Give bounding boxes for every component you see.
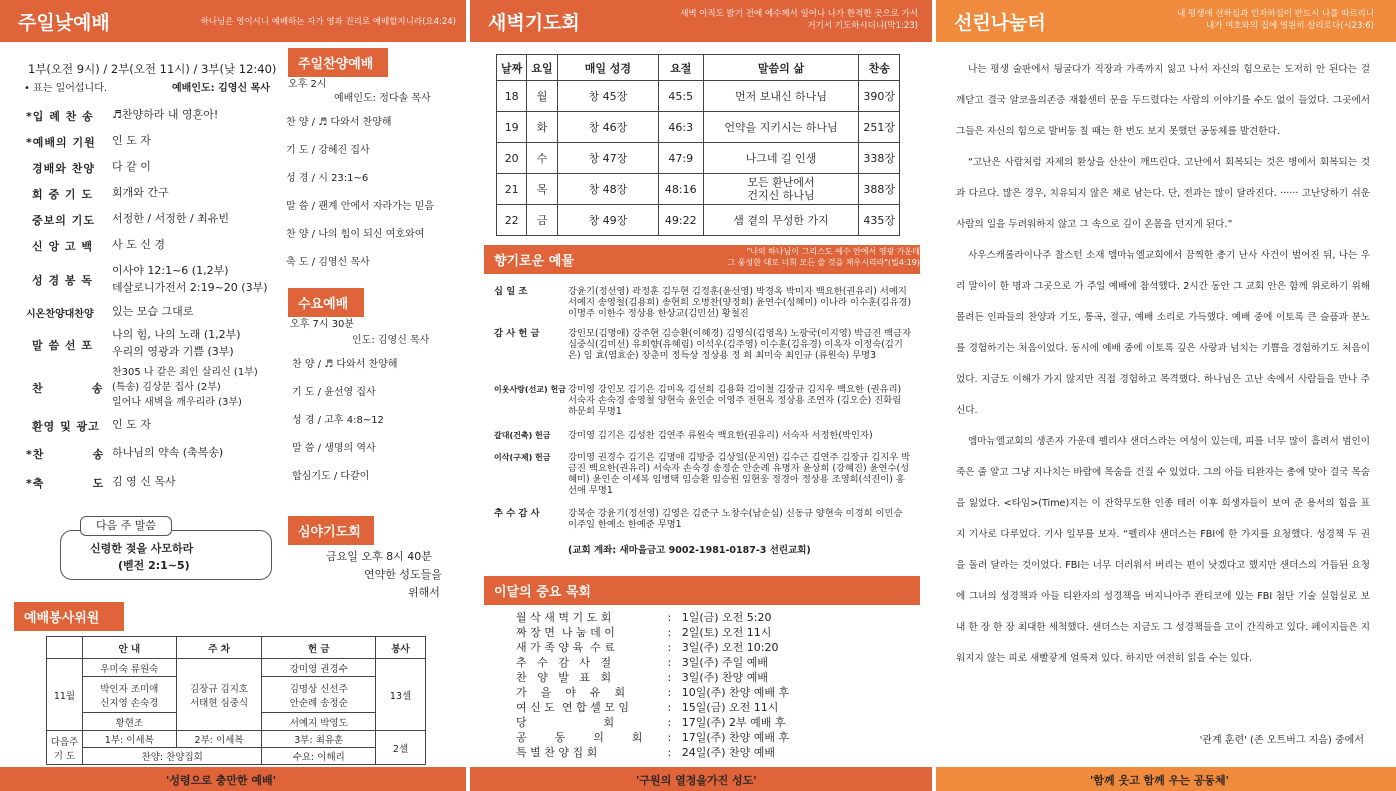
event-date: 17일(주) 2부 예배 후 — [681, 716, 786, 729]
sharing-article — [956, 54, 1370, 674]
hymn-2: (특송) 김상문 집사 (2부) — [112, 382, 221, 393]
praise-leader: 예배인도: 정다솔 목사 — [334, 93, 431, 104]
order-label: 환영 및 광고 — [32, 420, 100, 433]
giving-row — [494, 452, 914, 500]
dawn-cell: 390장 — [859, 81, 900, 112]
dawn-col: 말씀의 삶 — [703, 55, 859, 81]
committee-cell: 강미영 권경수 — [262, 659, 376, 677]
giving-names: 강미영 김기은 김성찬 김연주 류원숙 백요한(권유리) 서숙자 서정한(박인자) — [568, 430, 873, 441]
order-value: 하나님의 약속 (축복송) — [112, 446, 224, 459]
committee-cell: 서예지 박영도 — [262, 713, 376, 731]
event-name: 짜 장 면 나 눔 데 이 — [516, 626, 615, 639]
praise-time: 오후 2시 — [288, 79, 327, 90]
committee-cell: 김명상 신선주 안순례 송정순 — [262, 677, 376, 713]
praise-title: 주일찬양예배 — [288, 48, 388, 77]
sermon-2: 우리의 영광과 기쁨 (3부) — [112, 345, 234, 358]
giving-names: 강인모(김명애) 강주현 김승환(이혜경) 김영식(김영옥) 노광국(이지영) 박금진 백금자 심중식(김미선) 유희향(유혜림) 이석우(김주영) 이수훈(김유경) 이옥자 이정숙(김기은) 임 효(염효순) 장춘미 정득상 정상용 정 희 최미숙 최인규 (류원숙) 무명3 — [568, 328, 912, 361]
service-times: 1부(오전 9시) / 2부(오전 11시) / 3부(낮 12:40) — [28, 62, 277, 76]
committee-col-empty — [47, 637, 83, 659]
dawn-header-row — [497, 55, 900, 81]
rise-note: • 표는 일어섭니다. — [24, 83, 108, 94]
giving-row — [494, 384, 914, 420]
left-header — [0, 0, 466, 42]
event-item: 월 삭 새 벽 기 도 회 : 1일(금) 오전 5:20 — [516, 611, 772, 624]
wed-leader: 인도: 김영신 목사 — [352, 335, 430, 346]
event-item: 가 을 야 유 회 : 10일(주) 찬양 예배 후 — [516, 686, 790, 699]
committee-cell: 수요: 이해리 — [262, 748, 376, 765]
dawn-cell: 338장 — [859, 143, 900, 174]
dawn-cell: 창 45장 — [557, 81, 658, 112]
table-row — [497, 143, 900, 174]
committee-cell: 13셀 — [376, 659, 426, 731]
order-label: 중보의 기도 — [32, 214, 95, 227]
event-date: 10일(주) 찬양 예배 후 — [681, 686, 790, 699]
giving-names: 강미영 강인모 김기은 김미옥 김선희 김용화 김이철 김장규 김지우 백요한 (권유리) 서숙자 손숙경 송영철 양현숙 윤인순 이영주 전현옥 정상용 조연자 (김오순) 진화림 하문희 무명1 — [568, 384, 902, 417]
right-header-title: 선린나눔터 — [954, 12, 1046, 34]
dawn-col: 날짜 — [497, 55, 527, 81]
night-2: 연약한 성도들을 — [364, 568, 442, 581]
praise-item: 성 경 / 시 23:1~6 — [286, 173, 369, 184]
wed-item: 합심기도 / 다같이 — [292, 471, 370, 482]
dawn-cell: 먼저 보내신 하나님 — [703, 81, 859, 112]
dawn-cell: 22 — [497, 205, 527, 236]
event-item: 짜 장 면 나 눔 데 이 : 2일(토) 오전 11시 — [516, 626, 772, 639]
next-week-2: (벧전 2:1~5) — [118, 559, 190, 572]
reading-1: 이사야 12:1~6 (1,2부) — [112, 264, 229, 277]
dawn-cell: 48:16 — [659, 174, 704, 205]
committee-cell: 1부: 이세복 — [82, 731, 176, 748]
giving-kind: 감 사 헌 금 — [494, 328, 540, 339]
next-week-1: 신령한 젖을 사모하라 — [90, 542, 194, 555]
committee-col-guide: 안 내 — [82, 637, 176, 659]
right-footer-text: '함께 웃고 함께 우는 공동체' — [1090, 774, 1229, 787]
event-name: 가 을 야 유 회 — [516, 686, 626, 699]
night-3: 위해서 — [408, 586, 440, 599]
article-paragraph: 엠마뉴엘교회의 생존자 가운데 펠리샤 샌더스라는 여성이 있는데, 피를 너무 많이 흘려서 범인이 죽은 줄 알고 그냥 지나치는 바람에 목숨을 건질 수 있었다. 그의 아들 티완자는 총에 맞아 결국 목숨을 잃었다. <타임>(Time)지는 이 잔학무도한 인종 테러 이후 희생자들이 보여 준 용서의 힘을 표지 기사로 다루었다. 기사 일부를 보자. “펠리샤 샌더스는 FBI에 한 가지를 요청했다. 성경책 두 권을 돌려 달라는 것이었다. FBI는 너무 더러워서 버리는 편이 낫겠다고 했지만 샌더스의 거듭된 요청에 그녀의 성경책과 아들 티완자의 성경책을 버지니아주 콴티코에 있는 FBI 첨단 기술 실험실로 보내 한 장 한 장 최대한 세척했다. 샌더스는 지금도 그 성경책들을 고이 간직하고 있다. 페이지들은 지워지지 않는 피로 새빨갛게 얼룩져 있다. 하지만 여전히 읽을 수는 있다. — [956, 436, 1370, 664]
event-name: 월 삭 새 벽 기 도 회 — [516, 611, 612, 624]
praise-item: 말 씀 / 괜계 안에서 자라가는 믿음 — [286, 201, 435, 212]
dawn-cell: 모든 환난에서 건지신 하나님 — [703, 174, 859, 205]
dawn-table — [496, 54, 900, 236]
event-name: 추 수 감 사 절 — [516, 656, 612, 669]
left-header-quote: 하나님은 영이시니 예배하는 자가 영과 진리로 예배할지니라(요4:24) — [200, 17, 456, 27]
article-paragraph: 나는 평생 술판에서 뒹굴다가 직장과 가족까지 잃고 나서 자신의 힘으로는 도저히 안 된다는 걸 깨닫고 결국 알코올의존증 재활센터 문을 두드렸다는 사람의 이야기를 수도 없이 들었다. 그곳에서 그들은 자신의 힘으로 발버둥 칠 때는 한 번도 보지 못했던 공동체를 발견한다. — [956, 64, 1370, 137]
left-footer-text: '성령으로 충만한 예배' — [166, 774, 277, 787]
mid-footer-text: '구원의 열정을가진 성도' — [636, 774, 757, 787]
dawn-cell: 21 — [497, 174, 527, 205]
article-source: '관계 훈련' (존 오트버그 지음) 중에서 — [1199, 735, 1364, 746]
dawn-cell: 20 — [497, 143, 527, 174]
dawn-col: 요절 — [659, 55, 704, 81]
dawn-cell: 19 — [497, 112, 527, 143]
dawn-cell: 18 — [497, 81, 527, 112]
hymn-3: 일어나 새벽을 깨우리라 (3부) — [112, 397, 242, 408]
committee-table — [46, 636, 426, 765]
table-row — [497, 205, 900, 236]
giving-row — [494, 286, 914, 322]
giving-row — [494, 430, 914, 454]
dawn-cell: 45:5 — [659, 81, 704, 112]
committee-cell: 2셀 — [376, 731, 426, 765]
dawn-cell: 창 48장 — [557, 174, 658, 205]
dawn-cell: 435장 — [859, 205, 900, 236]
giving-kind: 이웃사랑(선교) 헌금 — [494, 385, 566, 394]
dawn-cell: 언약을 지키시는 하나님 — [703, 112, 859, 143]
order-label: *찬 송 — [26, 448, 105, 461]
left-footer — [0, 767, 466, 791]
dawn-cell: 46:3 — [659, 112, 704, 143]
night-1: 금요일 오후 8시 40분 — [326, 550, 432, 563]
right-header — [936, 0, 1396, 42]
committee-next: 다음주 기 도 — [47, 731, 83, 765]
dawn-cell: 나그네 길 인생 — [703, 143, 859, 174]
committee-cell: 김장규 김지호 서태현 심중식 — [176, 659, 262, 731]
event-date: 3일(주) 주일 예배 — [681, 656, 769, 669]
committee-cell: 3부: 최유훈 — [262, 731, 376, 748]
order-label: *예배의 기원 — [26, 136, 96, 149]
event-date: 17일(주) 찬양 예배 후 — [681, 731, 790, 744]
table-row — [497, 174, 900, 205]
order-value: 인 도 자 — [112, 418, 151, 431]
event-date: 3일(주) 찬양 예배 — [681, 671, 769, 684]
dawn-cell: 수 — [527, 143, 557, 174]
order-value: 김 영 신 목사 — [112, 475, 176, 488]
mid-footer — [470, 767, 932, 791]
wed-time: 오후 7시 30분 — [290, 319, 355, 330]
reading-2: 데살로니가전서 2:19~20 (3부) — [112, 281, 268, 294]
committee-cell: 황현조 — [82, 713, 176, 731]
event-name: 새 가 족 양 육 수 료 — [516, 641, 615, 654]
article-paragraph: 사우스캐롤라이나주 찰스턴 소재 엠마뉴엘교회에서 끔찍한 총기 난사 사건이 벌어진 뒤, 나는 우리 말이이 한 명과 그곳으로 가 주일 예배에 참석했다. 2시간 동안 그 교회 안은 함께 위로하기 위해 몰려든 인파들의 찬양과 기도, 통곡, 절규, 예배 소리로 가득했다. 예배 중에 이토록 큰 슬픔과 분노를 경험하기는 처음이었다. 동시에 예배 중에 이토록 깊은 사랑과 넘치는 기쁨을 경험하기도 처음이었다. 지금도 이해가 가지 않지만 직접 경험하고 목격했다. 하나님은 고난 속에서 사람들을 만나 주신다. — [956, 250, 1370, 416]
event-name: 당 회 — [516, 716, 615, 729]
event-date: 1일(금) 오전 5:20 — [681, 611, 772, 624]
order-label: 신 앙 고 백 — [32, 240, 93, 253]
committee-col-parking: 주 차 — [176, 637, 262, 659]
order-value: 다 같 이 — [112, 160, 151, 173]
order-label: 경배와 찬양 — [32, 162, 95, 175]
committee-col-serve: 봉사 — [376, 637, 426, 659]
dawn-cell: 47:9 — [659, 143, 704, 174]
committee-month: 11월 — [47, 659, 83, 731]
event-date: 15일(금) 오전 11시 — [681, 701, 779, 714]
giving-kind: 추 수 감 사 — [494, 508, 540, 519]
account-info: (교회 계좌: 새마을금고 9002-1981-0187-3 선린교회) — [568, 545, 811, 556]
event-date: 2일(토) 오전 11시 — [681, 626, 772, 639]
wed-item: 찬 양 / ♬ 다와서 찬양해 — [292, 359, 398, 370]
left-header-title: 주일낮예배 — [18, 12, 110, 34]
giving-names: 강복순 강윤기(정선영) 김영은 김준구 노창수(남순심) 신동규 양현숙 이경희 이민승 이주일 한예소 한예준 무명1 — [568, 508, 903, 530]
order-label: *입 례 찬 송 — [26, 110, 94, 123]
event-item: 특 별 찬 양 집 회 : 24일(주) 찬양 예배 — [516, 746, 776, 759]
hymn-1: 찬305 나 같은 죄인 살리신 (1부) — [112, 367, 258, 378]
dawn-cell: 창 46장 — [557, 112, 658, 143]
event-name: 공 동 의 회 — [516, 731, 643, 744]
event-item: 여 신 도 연 합 셀 모 임 : 15일(금) 오전 11시 — [516, 701, 779, 714]
sermon-label: 말 씀 선 포 — [32, 339, 93, 352]
order-value: 사 도 신 경 — [112, 238, 165, 251]
offering-title: 향기로운 예물 — [484, 245, 920, 274]
dawn-col: 찬송 — [859, 55, 900, 81]
event-item: 추 수 감 사 절 : 3일(주) 주일 예배 — [516, 656, 769, 669]
giving-kind: 갈대(건축) 헌금 — [494, 431, 551, 440]
committee-cell: 박인자 조미애 신지영 손숙경 — [82, 677, 176, 713]
table-row — [497, 81, 900, 112]
article-paragraph: “고난은 사람처럼 자제의 환상을 산산이 깨뜨린다. 고난에서 회복되는 것은 병에서 회복되는 것과 다르다. 많은 경우, 치유되지 않은 채로 남는다. 단, 전과는 많이 달라진다. ······ 고난당하기 쉬운 사람의 일을 두려워하지 않고 그 속으로 깊이 온몸을 던지게 된다.” — [956, 157, 1370, 230]
mid-header-quote: 새벽 아직도 밝기 전에 예수께서 일어나 나가 한적한 곳으로 가서 거기서 기도하시더니(막1:23) — [680, 9, 918, 31]
mid-header — [470, 0, 932, 42]
committee-cell: 2부: 이세복 — [176, 731, 262, 748]
order-value: 회개와 간구 — [112, 186, 169, 199]
dawn-cell: 창 49장 — [557, 205, 658, 236]
giving-names: 강윤기(정선영) 곽정훈 김두현 김정훈(윤선영) 박경옥 박미자 백요한(권유리) 서예지 서예지 송영철(김용희) 송현희 오병찬(양정희) 윤연수(성혜미) 이나라 이수훈(김유경) 이명주 이한수 정상용 한상교(김민선) 황철진 — [568, 286, 912, 319]
reading-label: 성 경 봉 독 — [32, 274, 93, 287]
offering-quote: "나의 하나님이 그리스도 예수 안에서 영광 가운데 그 풍성한 대로 너희 모든 쓸 것을 채우시리라"(빌4:19) — [727, 247, 920, 267]
dawn-col: 요일 — [527, 55, 557, 81]
praise-item: 축 도 / 김영신 목사 — [286, 257, 370, 268]
wed-item: 말 씀 / 생명의 역사 — [292, 443, 376, 454]
praise-item: 기 도 / 강혜진 집사 — [286, 145, 370, 156]
dawn-cell: 금 — [527, 205, 557, 236]
giving-row — [494, 508, 914, 534]
event-item: 공 동 의 회 : 17일(주) 찬양 예배 후 — [516, 731, 790, 744]
event-item: 당 회 : 17일(주) 2부 예배 후 — [516, 716, 786, 729]
mid-header-title: 새벽기도회 — [488, 12, 580, 34]
praise-item: 찬 양 / 나의 힘이 되신 여호와여 — [286, 229, 425, 240]
dawn-cell: 창 47장 — [557, 143, 658, 174]
service-leader: 예배인도: 김영신 목사 — [172, 83, 270, 94]
night-title: 심야기도회 — [288, 516, 374, 545]
events-title: 이달의 중요 목회 — [484, 576, 920, 605]
next-week-title: 다음 주 말씀 — [80, 516, 172, 536]
committee-cell: 우미숙 류원숙 — [82, 659, 176, 677]
right-footer — [936, 767, 1396, 791]
choir-value: 있는 모습 그대로 — [112, 305, 194, 318]
dawn-cell: 목 — [527, 174, 557, 205]
event-date: 24일(주) 찬양 예배 — [681, 746, 776, 759]
dawn-col: 매일 성경 — [557, 55, 658, 81]
giving-names: 강미영 권경수 김기은 김명애 김방중 김상일(문지연) 김수근 김연주 김장규 김지우 박금진 백요한(권유리) 서숙자 손숙경 송정순 안순례 유명자 윤상희 (강혜진) 윤연수(성혜미) 윤인순 이세복 임병택 임승환 임승원 임현웅 정경아 정상용 조영희(석진이) 홍선애 무명1 — [568, 452, 911, 496]
order-value: 서정한 / 서정한 / 최유빈 — [112, 212, 230, 225]
wed-item: 기 도 / 윤선영 집사 — [292, 387, 376, 398]
choir-label: 시온찬양대찬양 — [26, 309, 94, 320]
event-item: 찬 양 발 표 회 : 3일(주) 찬양 예배 — [516, 671, 769, 684]
dawn-cell: 월 — [527, 81, 557, 112]
table-row — [497, 112, 900, 143]
committee-cell: 찬양: 찬양집회 — [82, 748, 262, 765]
committee-col-offering: 헌 금 — [262, 637, 376, 659]
right-header-quote: 내 평생에 선하심과 인자하심이 반드시 나를 따르리니 내가 여호와의 집에 영원히 살리로다(시23:6) — [1177, 9, 1374, 31]
order-label: 회 중 기 도 — [32, 188, 93, 201]
event-name: 특 별 찬 양 집 회 — [516, 746, 598, 759]
dawn-cell: 388장 — [859, 174, 900, 205]
hymn-label: 찬 송 — [32, 382, 104, 395]
event-name: 여 신 도 연 합 셀 모 임 — [516, 701, 629, 714]
dawn-cell: 251장 — [859, 112, 900, 143]
praise-item: 찬 양 / ♬ 다와서 찬양해 — [286, 117, 392, 128]
giving-row — [494, 328, 914, 376]
giving-kind: 이삭(구제) 헌금 — [494, 453, 551, 462]
event-name: 찬 양 발 표 회 — [516, 671, 612, 684]
order-value: 인 도 자 — [112, 134, 151, 147]
event-item: 새 가 족 양 육 수 료 : 3일(주) 오전 10:20 — [516, 641, 779, 654]
committee-title: 예배봉사위원 — [14, 602, 124, 631]
giving-kind: 십 일 조 — [494, 286, 528, 297]
dawn-cell: 샘 곁의 무성한 가지 — [703, 205, 859, 236]
sermon-1: 나의 힘, 나의 노래 (1,2부) — [112, 328, 241, 341]
wed-item: 성 경 / 고후 4:8~12 — [292, 415, 384, 426]
event-date: 3일(주) 오전 10:20 — [681, 641, 779, 654]
order-label: *축 도 — [26, 477, 105, 490]
dawn-cell: 49:22 — [659, 205, 704, 236]
wed-title: 수요예배 — [288, 288, 364, 317]
dawn-cell: 화 — [527, 112, 557, 143]
order-value: ♬찬양하라 내 영혼아! — [112, 108, 219, 121]
